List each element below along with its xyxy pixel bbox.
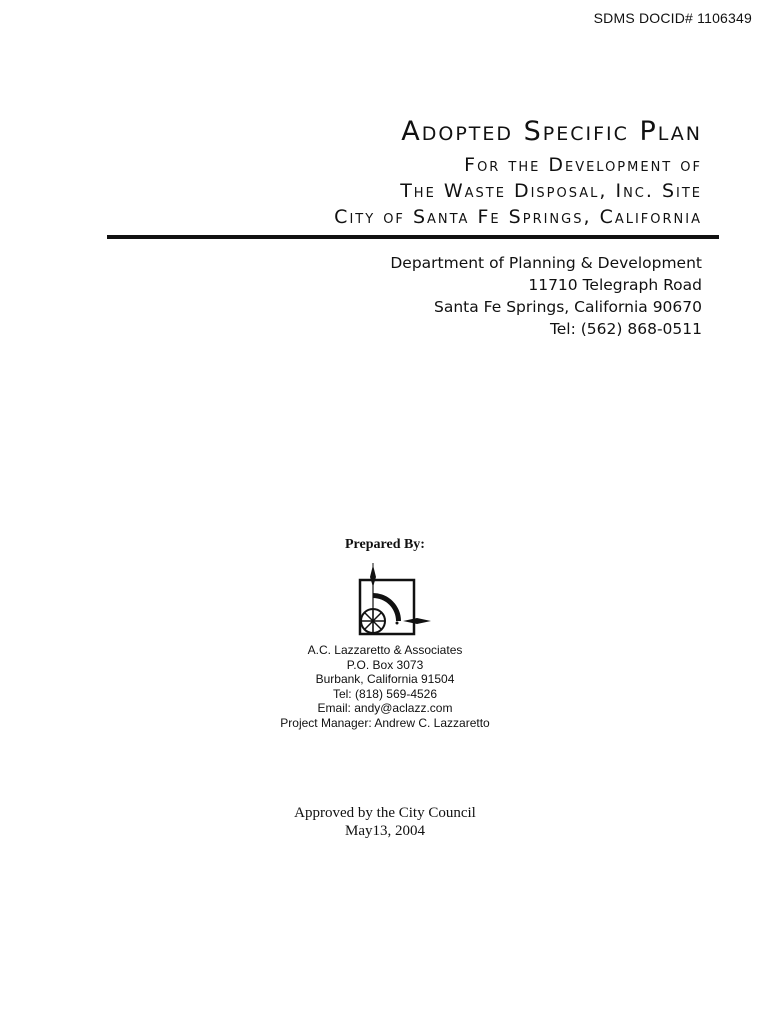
document-id: SDMS DOCID# 1106349 xyxy=(593,10,752,26)
department-street: 11710 Telegraph Road xyxy=(528,276,702,294)
firm-po-box: P.O. Box 3073 xyxy=(346,657,424,672)
department-block xyxy=(390,252,702,340)
title-line-3: The Waste Disposal, Inc. Site xyxy=(400,180,702,202)
firm-city: Burbank, California 91504 xyxy=(315,672,455,686)
title-divider xyxy=(107,235,719,239)
firm-phone: Tel: (818) 569-4526 xyxy=(332,686,438,701)
prepared-by-label: Prepared By: xyxy=(345,537,425,552)
approval-block xyxy=(0,804,770,840)
compass-logo-icon xyxy=(347,563,433,641)
firm-name: A.C. Lazzaretto & Associates xyxy=(307,643,463,657)
firm-block xyxy=(0,643,770,730)
title-line-4: City of Santa Fe Springs, California xyxy=(334,206,702,228)
approval-date: May13, 2004 xyxy=(345,823,425,839)
firm-project-manager: Project Manager: Andrew C. Lazzaretto xyxy=(280,715,490,730)
department-phone: Tel: (562) 868-0511 xyxy=(549,320,702,338)
title-main: Adopted Specific Plan xyxy=(401,116,702,147)
approval-text: Approved by the City Council xyxy=(294,805,476,821)
firm-email: Email: andy@aclazz.com xyxy=(317,701,453,715)
title-line-2: For the Development of xyxy=(464,154,702,176)
department-name: Department of Planning & Development xyxy=(390,254,702,272)
department-city: Santa Fe Springs, California 90670 xyxy=(434,298,702,316)
